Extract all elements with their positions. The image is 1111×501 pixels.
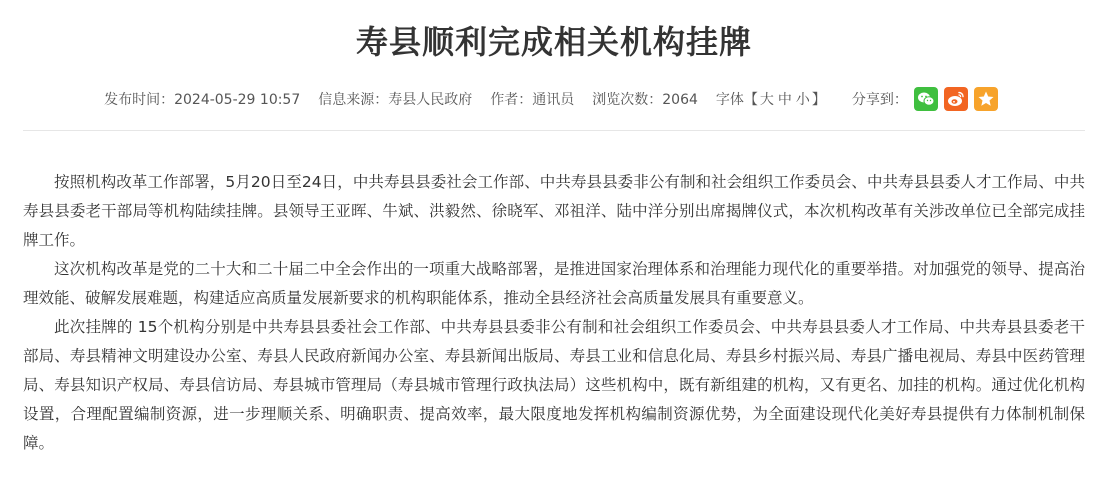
share-label: 分享到： xyxy=(851,92,908,108)
body-paragraph: 按照机构改革工作部署，5月20日至24日，中共寿县县委社会工作部、中共寿县县委非公有制和社会组织工作委员会、中共寿县县委人才工作局、中共寿县县委老干部局等机构陆续挂牌。县领导王亚晖、牛斌、洪毅然、徐晓军、邓祖洋、陆中洋分别出席揭牌仪式，本次机构改革有关涉改单位已全部完成挂牌工作。 xyxy=(23,173,1085,249)
info-source xyxy=(318,89,472,109)
favorite-star-icon[interactable] xyxy=(974,87,998,111)
font-size-bracket-close: 】 xyxy=(811,92,826,108)
article-body xyxy=(23,168,1085,458)
info-source-value: 寿县人民政府 xyxy=(388,92,473,108)
author-label: 作者： xyxy=(490,92,533,108)
font-size-large-button[interactable]: 大 xyxy=(759,92,774,108)
article-title: 寿县顺利完成相关机构挂牌 xyxy=(355,23,752,61)
body-paragraph: 这次机构改革是党的二十大和二十届二中全会作出的一项重大战略部署，是推进国家治理体系和治理能力现代化的重要举措。对加强党的领导、提高治理效能、破解发展难题，构建适应高质量发展新要求的机构职能体系，推动全县经济社会高质量发展具有重要意义。 xyxy=(23,260,1085,307)
publish-time-value: 2024-05-29 10:57 xyxy=(174,92,301,108)
wechat-icon[interactable] xyxy=(914,87,938,111)
meta-divider xyxy=(23,130,1085,131)
article-meta xyxy=(23,84,1085,114)
view-count-value: 2064 xyxy=(662,92,698,108)
weibo-icon[interactable] xyxy=(944,87,968,111)
author-value: 通讯员 xyxy=(532,92,575,108)
publish-time xyxy=(104,89,300,109)
author xyxy=(490,89,574,109)
article xyxy=(23,0,1085,458)
font-size-small-button[interactable]: 小 xyxy=(795,92,810,108)
view-count xyxy=(592,89,698,109)
font-size-control xyxy=(716,89,826,109)
body-paragraph: 此次挂牌的 15个机构分别是中共寿县县委社会工作部、中共寿县县委非公有制和社会组织工作委员会、中共寿县县委人才工作局、中共寿县县委老干部局、寿县精神文明建设办公室、寿县人民政府新闻办公室、寿县新闻出版局、寿县工业和信息化局、寿县乡村振兴局、寿县广播电视局、寿县中医药管理局、寿县知识产权局、寿县信访局、寿县城市管理局（寿县城市管理行政执法局）这些机构中，既有新组建的机构，又有更名、加挂的机构。通过优化机构设置，合理配置编制资源，进一步理顺关系、明确职责、提高效率，最大限度地发挥机构编制资源优势，为全面建设现代化美好寿县提供有力体制机制保障。 xyxy=(23,318,1085,452)
font-size-label: 字体【 xyxy=(715,92,758,108)
info-source-label: 信息来源： xyxy=(318,92,389,108)
view-count-label: 浏览次数： xyxy=(592,92,663,108)
publish-time-label: 发布时间： xyxy=(104,92,175,108)
font-size-medium-button[interactable]: 中 xyxy=(777,92,792,108)
